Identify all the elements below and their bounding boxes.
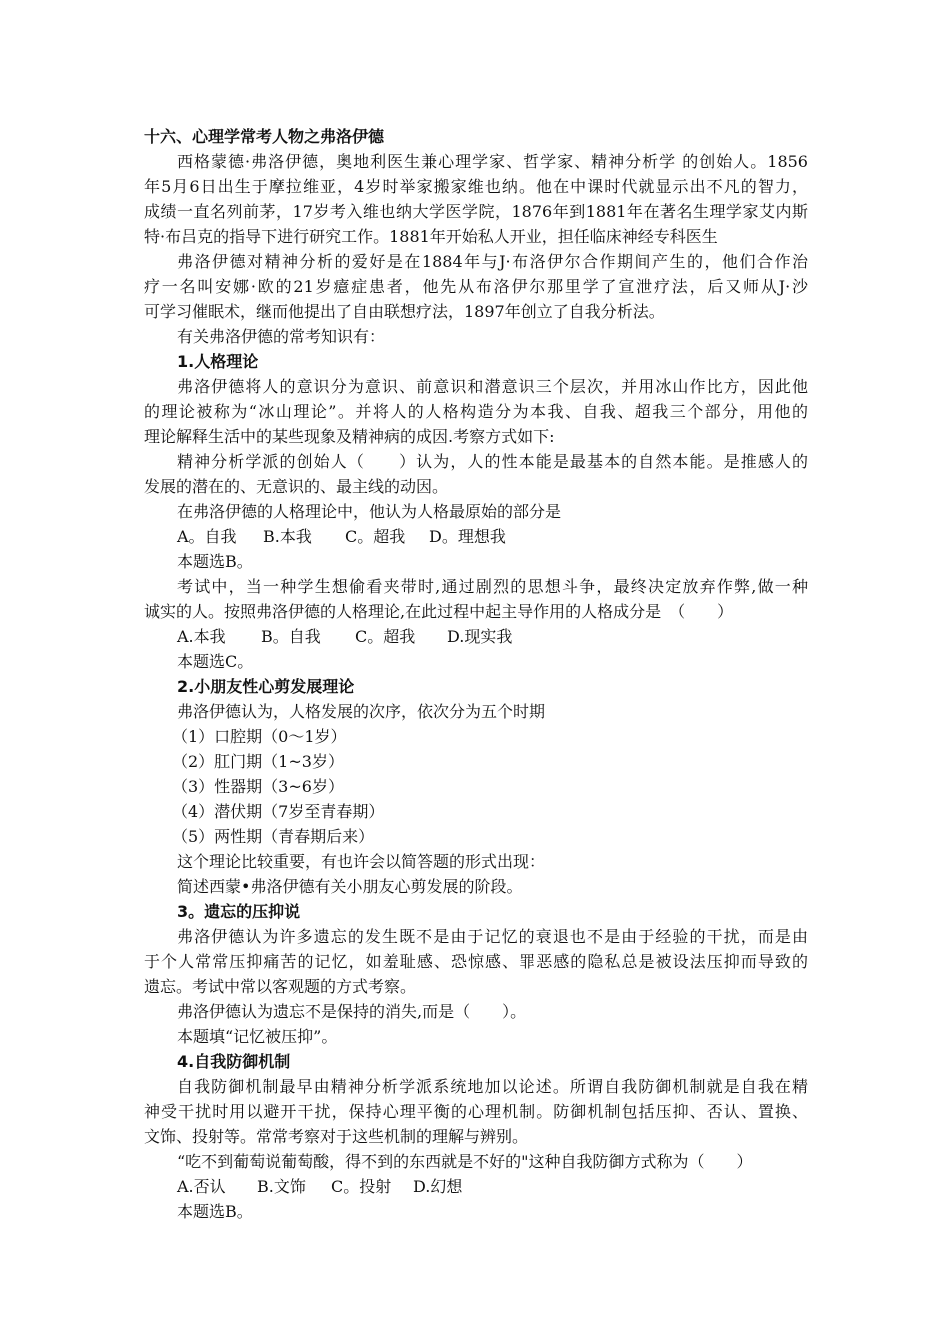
intro-line: 特·布吕克的指导下进行研究工作。1881年开始私人开业，担任临床神经专科医生 [144, 227, 718, 246]
answer: 本题选B。 [177, 1202, 253, 1221]
option: C。投射 [331, 1177, 392, 1196]
option: B。自我 [261, 627, 321, 646]
question-options [177, 524, 506, 549]
intro-line: 可学习催眠术，继而他提出了自由联想疗法，1897年创立了自我分析法。 [144, 302, 665, 321]
option: D。理想我 [429, 527, 506, 546]
heading-personality-theory: 1.人格理论 [177, 352, 259, 371]
paragraph-line: 这个理论比较重要，有也许会以简答题的形式出现： [177, 852, 546, 871]
paragraph-line: 的理论被称为“冰山理论”。并将人的人格构造分为本我、自我、超我三个部分，用他的 [144, 402, 808, 421]
paragraph-line: 文饰、投射等。常常考察对于这些机制的理解与辨别。 [144, 1127, 529, 1146]
paragraph-line: 遗忘。考试中常以客观题的方式考察。 [144, 977, 417, 996]
question-stem: 诚实的人。按照弗洛伊德的人格理论,在此过程中起主导作用的人格成分是 （ ） [144, 602, 734, 621]
stage-item: （1）口腔期（0～1岁） [172, 727, 347, 746]
heading-defense-mechanisms: 4.自我防御机制 [177, 1052, 291, 1071]
paragraph-line: 发展的潜在的、无意识的、最主线的动因。 [144, 477, 449, 496]
section-title: 十六、心理学常考人物之弗洛伊德 [144, 127, 385, 146]
answer: 本题填“记忆被压抑”。 [177, 1027, 338, 1046]
heading-psychosexual-development: 2.小朋友性心剪发展理论 [177, 677, 355, 696]
intro-line: 西格蒙德·弗洛伊德，奥地利医生兼心理学家、哲学家、精神分析学 的创始人。1856 [177, 152, 808, 171]
paragraph-line: 神受干扰时用以避开干扰，保持心理平衡的心理机制。防御机制包括压抑、否认、置换、 [144, 1102, 808, 1121]
question-stem: 考试中，当一种学生想偷看夹带时,通过剧烈的思想斗争，最终决定放弃作弊,做一种 [177, 577, 808, 596]
intro-line: 成绩一直名列前茅，17岁考入维也纳大学医学院，1876年到1881年在著名生理学家艾内斯 [144, 202, 808, 221]
paragraph-line: 于个人常常压抑痛苦的记忆，如羞耻感、恐惊感、罪恶感的隐私总是被设法压抑而导致的 [144, 952, 808, 971]
paragraph-line: 弗洛伊德认为，人格发展的次序，依次分为五个时期 [177, 702, 546, 721]
question-stem: “吃不到葡萄说葡萄酸，得不到的东西就是不好的"这种自我防御方式称为（ ） [177, 1152, 753, 1171]
intro-line: 弗洛伊德对精神分析的爱好是在1884年与J·布洛伊尔合作期间产生的，他们合作治 [177, 252, 808, 271]
stage-item: （3）性器期（3~6岁） [172, 777, 344, 796]
option: B.本我 [263, 527, 312, 546]
question-stem: 简述西蒙•弗洛伊德有关小朋友心剪发展的阶段。 [177, 877, 523, 896]
option: A.否认 [177, 1177, 226, 1196]
stage-item: （2）肛门期（1~3岁） [172, 752, 344, 771]
intro-line: 疗一名叫安娜·欧的21岁癔症患者，他先从布洛伊尔那里学了宣泄疗法，后又师从J·沙 [144, 277, 808, 296]
answer: 本题选B。 [177, 552, 253, 571]
intro-line: 年5月6日出生于摩拉维亚，4岁时举家搬家维也纳。他在中课时代就显示出不凡的智力， [144, 177, 808, 196]
option: B.文饰 [257, 1177, 306, 1196]
option: A.本我 [177, 627, 226, 646]
question-stem: 在弗洛伊德的人格理论中，他认为人格最原始的部分是 [177, 502, 562, 521]
heading-repression-theory: 3。遗忘的压抑说 [177, 902, 301, 921]
option: C。超我 [355, 627, 416, 646]
question-options [177, 1174, 462, 1199]
paragraph-line: 精神分析学派的创始人（ ）认为，人的性本能是最基本的自然本能。是推感人的 [177, 452, 808, 471]
option: D.现实我 [447, 627, 513, 646]
question-options [177, 624, 512, 649]
option: A。自我 [177, 527, 237, 546]
option: C。超我 [345, 527, 406, 546]
paragraph-line: 理论解释生活中的某些现象及精神病的成因.考察方式如下: [144, 427, 555, 446]
paragraph-line: 自我防御机制最早由精神分析学派系统地加以论述。所谓自我防御机制就是自我在精 [177, 1077, 808, 1096]
option: D.幻想 [413, 1177, 463, 1196]
answer: 本题选C。 [177, 652, 254, 671]
question-stem: 弗洛伊德认为遗忘不是保持的消失,而是（ ）。 [177, 1002, 527, 1021]
intro-line: 有关弗洛伊德的常考知识有： [177, 327, 386, 346]
stage-item: （4）潜伏期（7岁至青春期） [172, 802, 385, 821]
stage-item: （5）两性期（青春期后来） [172, 827, 375, 846]
paragraph-line: 弗洛伊德将人的意识分为意识、前意识和潜意识三个层次，并用冰山作比方，因此他 [177, 377, 808, 396]
paragraph-line: 弗洛伊德认为许多遗忘的发生既不是由于记忆的衰退也不是由于经验的干扰，而是由 [177, 927, 808, 946]
